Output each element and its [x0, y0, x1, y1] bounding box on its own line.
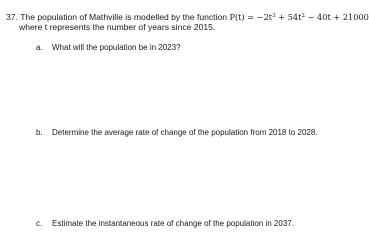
- part-c-text: Estimate the instantaneous rate of change of the population in 2037.: [52, 219, 294, 228]
- question-variable-definition: where t represents the number of years since 2015.: [19, 22, 216, 32]
- part-b-text: Determine the average rate of change of the population from 2018 to 2028.: [52, 128, 318, 137]
- part-b: [36, 128, 318, 138]
- function-exponent-2: 2: [301, 13, 305, 19]
- function-exponent-3: 3: [272, 13, 276, 19]
- part-c: [36, 219, 294, 229]
- function-term-quadratic: + 54t: [275, 12, 302, 22]
- part-a-letter: a.: [36, 43, 43, 52]
- part-b-letter: b.: [36, 128, 43, 137]
- function-lhs: P(t) =: [229, 12, 255, 22]
- question-number: 37.: [6, 12, 18, 22]
- part-c-letter: c.: [36, 219, 43, 228]
- question-intro: The population of Mathville is modelled by the function: [20, 12, 228, 22]
- part-a: [36, 43, 181, 53]
- function-term-cubic: −2t: [256, 12, 273, 22]
- population-function: [229, 12, 368, 22]
- question-statement: [6, 12, 369, 22]
- function-term-rest: − 40t + 21000: [304, 12, 369, 22]
- part-a-text: What will the population be in 2023?: [52, 43, 181, 52]
